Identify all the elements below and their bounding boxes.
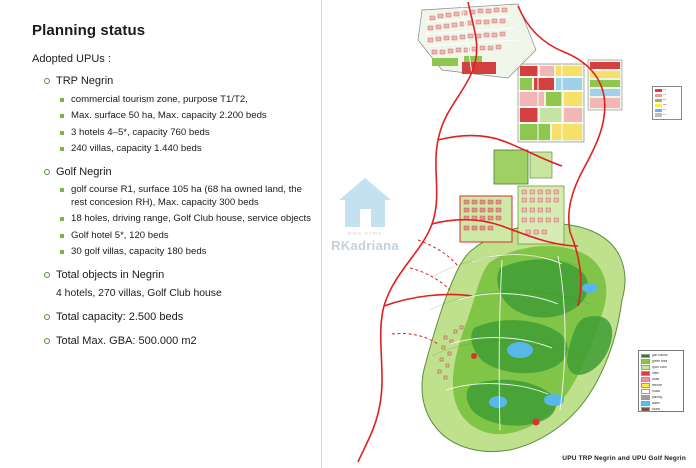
legend-swatch (641, 389, 650, 393)
list-item-label: Max. surface 50 ha, Max. capacity 2.200 beds (71, 110, 267, 122)
bullet-square-icon (60, 98, 64, 102)
total-title-label: Total objects in Negrin (56, 268, 165, 281)
bullet-circle-icon (44, 272, 50, 278)
legend-label: service (652, 384, 663, 388)
section-heading (44, 75, 311, 89)
map-panel (322, 0, 696, 468)
legend-label: green area (652, 360, 668, 364)
legend-swatch (655, 113, 662, 116)
list-item (60, 143, 311, 155)
legend-row (655, 108, 680, 112)
page-title: Planning status (32, 22, 146, 39)
legend-swatch (655, 104, 662, 107)
bullet-circle-icon (44, 314, 50, 320)
legend-label: R1 (663, 99, 667, 102)
legend-label: forest (652, 407, 660, 411)
list-item-label: golf course R1, surface 105 ha (68 ha owned land, the rest concesion RH), Max. capacity 300 beds (71, 184, 302, 208)
legend-row (641, 389, 681, 394)
legend-row (641, 353, 681, 358)
section-title-label: TRP Negrin (56, 75, 114, 87)
total-heading (44, 269, 311, 283)
legend-swatch (641, 354, 650, 358)
legend-row (641, 401, 681, 406)
list-item (60, 94, 311, 106)
list-item (60, 246, 311, 258)
section-title-label: Golf Negrin (56, 165, 112, 178)
legend-swatch (655, 99, 662, 102)
section-total-gba (30, 335, 311, 349)
section-total-objects (30, 269, 311, 301)
legend-row (641, 371, 681, 376)
map-caption: UPU TRP Negrin and UPU Golf Negrin (562, 455, 686, 462)
legend-row (641, 377, 681, 382)
bullet-square-icon (60, 250, 64, 254)
total-detail-label: 4 hotels, 270 villas, Golf Club house (56, 288, 222, 300)
legend-label: hotel (652, 372, 659, 376)
legend-label: golf course (652, 354, 668, 358)
section-heading (44, 166, 311, 180)
bullet-circle-icon (44, 338, 50, 344)
legend-swatch (641, 371, 650, 375)
total-title-label: Total capacity: 2.500 beds (56, 310, 184, 323)
bullet-square-icon (60, 147, 64, 151)
legend-swatch (655, 89, 662, 92)
legend-row (655, 103, 680, 107)
bullet-square-icon (60, 234, 64, 238)
list-item-label: Golf hotel 5*, 120 beds (71, 229, 169, 241)
list-item-label: 3 hotels 4–5*, capacity 760 beds (71, 126, 210, 138)
legend-row (641, 407, 681, 412)
section-total-capacity (30, 311, 311, 325)
legend-swatch (641, 365, 650, 369)
list-item (60, 213, 311, 225)
legend-label: water (652, 401, 660, 405)
legend-swatch (641, 359, 650, 363)
map-legend (638, 350, 684, 412)
legend-swatch (641, 383, 650, 387)
total-heading (44, 311, 311, 325)
legend-row (641, 359, 681, 364)
list-item (60, 127, 311, 139)
legend-label: roads (652, 390, 660, 393)
legend-swatch (641, 395, 650, 399)
legend-label: M1 (663, 104, 667, 107)
legend-label: villas (652, 378, 660, 382)
watermark-name: RKadriana (331, 238, 399, 253)
section-trp-negrin (30, 75, 311, 156)
bullet-square-icon (60, 131, 64, 135)
legend-swatch (641, 407, 650, 411)
legend-label: parking (652, 395, 663, 399)
legend-swatch (655, 109, 662, 112)
list-item-label: 18 holes, driving range, Golf Club house, service objects (71, 213, 311, 225)
section-golf-negrin (30, 166, 311, 259)
list-item-label: commercial tourism zone, purpose T1/T2, (71, 93, 248, 105)
legend-row (641, 365, 681, 370)
list-item (60, 184, 311, 209)
legend-swatch (655, 94, 662, 97)
bullet-circle-icon (44, 78, 50, 84)
legend-row (655, 113, 680, 117)
legend-label: sport zone (652, 366, 667, 370)
legend-label: T1 (663, 89, 667, 92)
subheading: Adopted UPUs : (32, 53, 111, 65)
legend-label: P1 (663, 113, 667, 116)
bullet-square-icon (60, 188, 64, 192)
total-title-label: Total Max. GBA: 500.000 m2 (56, 334, 197, 347)
legend-swatch (641, 377, 650, 381)
bullet-circle-icon (44, 169, 50, 175)
legend-label: T2 (663, 94, 667, 97)
legend-row (655, 98, 680, 102)
list-item (60, 230, 311, 242)
legend-label: V1 (663, 108, 667, 111)
legend-swatch (641, 401, 650, 405)
legend-row (641, 383, 681, 388)
bullet-square-icon (60, 217, 64, 221)
list-item-label: 30 golf villas, capacity 180 beds (71, 246, 207, 258)
map-legend-secondary (652, 86, 682, 120)
bullet-square-icon (60, 114, 64, 118)
total-heading (44, 335, 311, 349)
watermark-sublabel: www.home (347, 231, 383, 237)
list-item-label: 240 villas, capacity 1.440 beds (71, 143, 202, 155)
legend-row (655, 89, 680, 93)
list-item (60, 110, 311, 122)
legend-row (655, 93, 680, 97)
legend-row (641, 395, 681, 400)
content-panel (0, 0, 322, 468)
